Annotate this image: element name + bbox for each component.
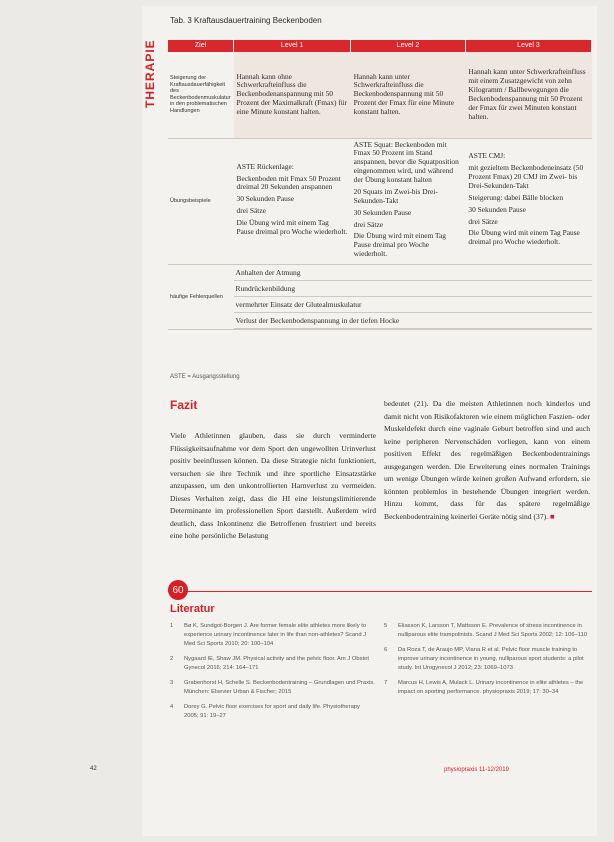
table-row [168, 52, 592, 138]
reference-number: 6 [384, 647, 388, 653]
cell [234, 138, 351, 265]
reference-text: Eliasson K, Larsson T, Mattsson E. Prevalence of stress incontinence in nulliparous elite trampolinists. Scand J Med Sci Sports 2002; 12: 106–110 [398, 623, 588, 638]
reference-text: Dorey G. Pelvic floor exercises for sport and daily life. Physiotherapy 2005; 91: 19–27 [184, 704, 360, 719]
cell-line: Die Übung wird mit einem Tag Pause dreimal pro Woche wiederholt. [236, 218, 348, 236]
reference-number: 3 [170, 680, 174, 686]
row-label-exercises: Übungsbeispiele [168, 138, 234, 265]
reference-item [170, 679, 376, 697]
section-label: THERAPIE [143, 39, 157, 108]
reference-text: Grabenhorst H, Schelle S. Beckenbodentraining – Grundlagen und Praxis. München: Elsevier Urban & Fischer; 2015 [184, 680, 375, 695]
table-header-row [168, 40, 592, 52]
cell-line: Die Übung wird mit einem Tag Pause dreimal pro Woche wiederholt. [468, 228, 580, 247]
cell-line: Die Übung wird mit einem Tag Pause dreimal pro Woche wiederholt. [353, 231, 446, 259]
reference-text: Bø K, Sundgot-Borgen J. Are former female elite athletes more likely to experience urinary incontinence later in life than non-athletes? Scand J Med Sci Sports 2010; 20: 100–104 [184, 623, 367, 647]
reference-item [384, 622, 590, 640]
cell [351, 138, 466, 265]
literature-heading: Literatur [170, 603, 215, 615]
reference-text: Marcus H, Lewis A, Mulack L. Urinary incontinence in elite athletes – the impact on sporting performance. physiopraxis 2019; 17: 30–34 [398, 680, 584, 695]
page-number: 42 [90, 766, 97, 772]
cell: Hannah kann unter Schwerkrafteinfluss mit einem Zusatzgewicht von zehn Kilogramm / Ballbewegungen die Beckenbodenspannung mit 50 Prozent der Fmax für zwei Minuten konstant halten. [465, 52, 591, 138]
reference-number: 7 [384, 680, 388, 686]
cell-line: Steigerung: dabei Bälle blocken [468, 192, 564, 202]
cell-line: ASTE Rückenlage: [236, 161, 294, 171]
problem-item: Verlust der Beckenbodenspannung in der tiefen Hocke [234, 313, 592, 329]
problems-cell [234, 265, 592, 330]
table-row [168, 265, 592, 330]
reference-item [384, 679, 590, 697]
cell-line: ASTE Squat: Beckenboden mit Fmax 50 Prozent im Stand anspannen, bevor die Squatposition eingenommen wird, und während der Übung konstant halten [353, 139, 459, 184]
cell: Hannah kann unter Schwerkrafteinfluss die Beckenbodenspannung mit 50 Prozent der Fmax für eine Minute konstant halten. [351, 52, 466, 138]
cell [465, 138, 591, 265]
table-header-goal: Ziel [168, 40, 234, 52]
reference-number: 1 [170, 623, 174, 629]
cell-line: drei Sätze [236, 206, 266, 216]
fazit-heading: Fazit [170, 398, 198, 412]
table-caption: Tab. 3 Kraftausdauertraining Beckenboden [170, 16, 322, 25]
cell-line: ASTE CMJ: [468, 151, 506, 161]
table-row [168, 138, 592, 265]
cell-line: 20 Squats im Zwei-bis Drei-Sekunden-Takt [353, 186, 438, 205]
table-header-level2: Level 2 [351, 40, 466, 52]
row-label-problems: häufige Fehlerquellen [168, 265, 234, 330]
section-divider [168, 591, 592, 592]
cell-line: Beckenboden mit Fmax 50 Prozent dreimal 20 Sekunden anspannen [236, 173, 341, 192]
training-table [168, 40, 592, 330]
reference-item [170, 655, 376, 673]
row-label-goal: Steigerung der Kraftausdauerfähigkeit des Beckenbodenmuskulatur in den problematischen Handlungen [168, 52, 234, 138]
reference-text: Da Roza T, de Araujo MP, Viana R et al. Pelvic floor muscle training to improve urinary incontinence in young, nulliparous sport students: a pilot study. Int Urogynecol J 2012; 23: 1069–1073 [398, 647, 584, 671]
cell-line: mit gezieltem Beckenbodeneinsatz (50 Prozent Fmax) 20 CMJ im Zwei- bis Drei-Sekunden-Takt [468, 163, 584, 190]
footer-journal: physiopraxis 11-12/2019 [444, 767, 509, 773]
problem-item: vermehrter Einsatz der Glutealmuskulatur [234, 297, 592, 313]
cell-line: 30 Sekunden Pause [353, 207, 412, 217]
reference-item [170, 622, 376, 649]
fazit-text-left: Viele Athletinnen glauben, dass sie durch verminderte Flüssigkeitsaufnahme vor dem Sport den ungewollten Urinverlust positiv beeinflussen können. Da diese Strategie nicht funktioniert, versuchen sie ihre Technik und ihre sportliche Einsatzstärke anzupassen, um den unkontrollierten Harnverlust zu vermeiden. Dieses Verhalten zeigt, dass die HI eine leistungslimitierende Determinante im professionellen Sport darstellt. Außerdem wird deutlich, dass Inkontinenz die Betroffenen frustriert und bereits eine hohe persönliche Belastung [170, 431, 376, 540]
reference-text: Nygaard IE, Shaw JM. Physical activity and the pelvic floor. Am J Obstet Gynecol 2016; 214: 164–171 [184, 656, 369, 671]
reference-list-right [384, 622, 590, 703]
cell-line: 30 Sekunden Pause [468, 204, 526, 214]
literature-icon: 60 [168, 580, 188, 600]
reference-item [170, 703, 376, 721]
problem-item: Anhalten der Atmung [234, 265, 592, 281]
table-header-level3: Level 3 [465, 40, 591, 52]
cell-line: 30 Sekunden Pause [236, 194, 295, 204]
reference-item [384, 646, 590, 673]
table-header-level1: Level 1 [234, 40, 351, 52]
cell-line: drei Sätze [468, 216, 498, 226]
cell: Hannah kann ohne Schwerkrafteinfluss die Beckenbodenanspannung mit 50 Prozent der Maximalkraft (Fmax) für eine Minute konstant halten. [234, 52, 351, 138]
reference-list-left [170, 622, 376, 727]
end-mark: ■ [549, 511, 555, 521]
reference-number: 5 [384, 623, 388, 629]
fazit-text-right [384, 398, 590, 523]
reference-number: 2 [170, 656, 174, 662]
problem-item: Rundrückenbildung [234, 281, 592, 297]
cell-line: drei Sätze [353, 219, 384, 229]
reference-number: 4 [170, 704, 174, 710]
fazit-text-right-body: bedeutet (21). Da die meisten Athletinnen noch kinderlos und damit nicht von Risikofaktoren wie einem möglichen Faszien- oder Muskeldefekt durch eine vaginale Geburt betroffen sind und auch keine peripheren Nervenschäden vorliegen, kann von einem positiven Effekt des regelmäßigen Beckenbodentrainings ausgegangen werden. Die Erweiterung eines normalen Trainings um wenige Übungen würde keinen großen Aufwand erfordern, sie könnten problemlos in bestehende Übungen integriert werden. Hinzu kommt, dass für das spätere regelmäßige Beckenbodentraining keinerlei Geräte nötig sind (37). [384, 399, 590, 521]
table-footnote: ASTE = Ausgangsstellung [170, 374, 240, 380]
